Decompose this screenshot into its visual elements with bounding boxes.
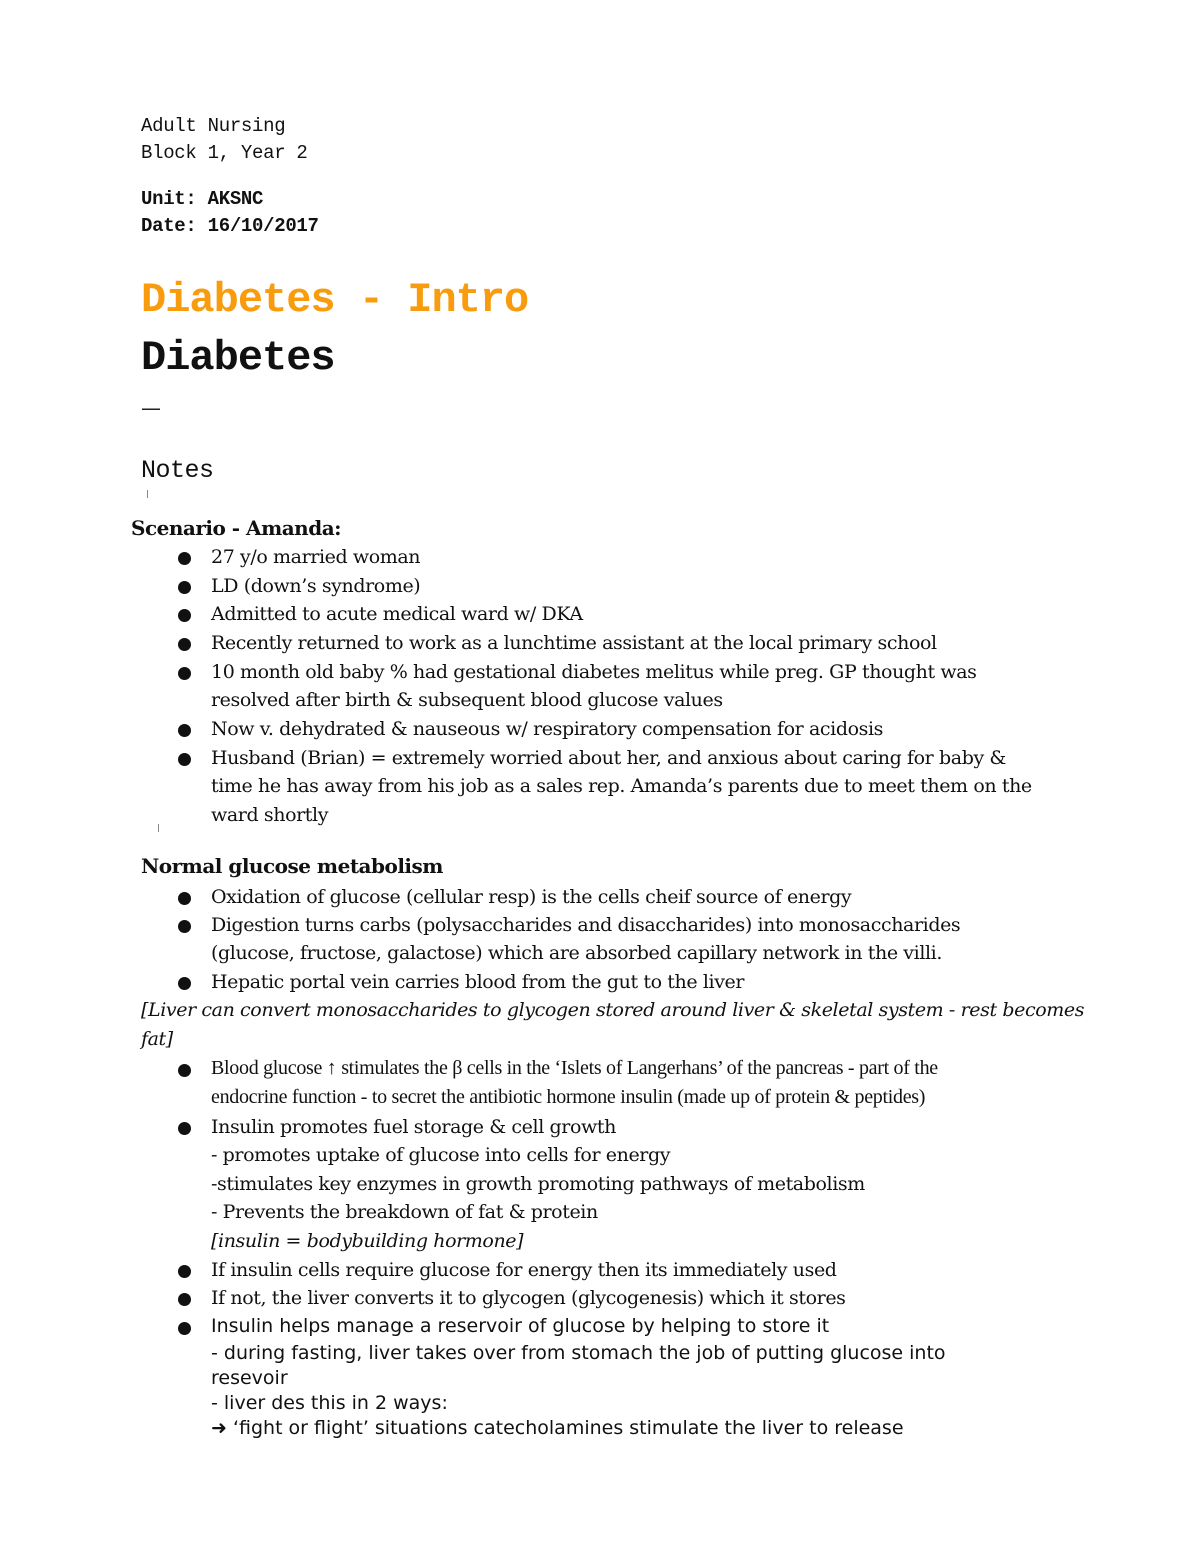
cursor-mark — [147, 490, 148, 498]
bullet-icon — [178, 1322, 191, 1335]
list-item: Hepatic portal vein carries blood from the gut to the liver — [211, 971, 745, 993]
scenario-heading: Scenario - Amanda: — [131, 516, 342, 540]
notes-heading: Notes — [141, 456, 214, 485]
bullet-icon — [178, 920, 191, 933]
list-item: Insulin helps manage a reservoir of glucose by helping to store it — [211, 1315, 830, 1337]
list-item: Insulin promotes fuel storage & cell growth — [211, 1116, 616, 1138]
list-item: Now v. dehydrated & nauseous w/ respiratory compensation for acidosis — [211, 718, 883, 740]
course-label: Adult Nursing — [141, 115, 286, 137]
cursor-mark — [158, 824, 159, 832]
list-item-continuation: endocrine function - to secret the antibiotic hormone insulin (made up of protein & peptides) — [211, 1086, 926, 1108]
sub-item: - during fasting, liver takes over from stomach the job of putting glucose into — [211, 1342, 946, 1364]
list-item: Blood glucose ↑ stimulates the β cells in the ‘Islets of Langerhans’ of the pancreas - part of the — [211, 1057, 938, 1079]
bullet-icon — [178, 1265, 191, 1278]
bullet-icon — [178, 724, 191, 737]
sub-item-continuation: resevoir — [211, 1367, 288, 1389]
list-item: 27 y/o married woman — [211, 546, 421, 568]
bullet-icon — [178, 892, 191, 905]
insulin-note: [insulin = bodybuilding hormone] — [211, 1230, 524, 1252]
liver-note: [Liver can convert monosaccharides to glycogen stored around liver & skeletal system - rest becomes — [141, 999, 1085, 1021]
list-item: Recently returned to work as a lunchtime assistant at the local primary school — [211, 632, 937, 654]
list-item: If not, the liver converts it to glycogen (glycogenesis) which it stores — [211, 1287, 846, 1309]
bullet-icon — [178, 609, 191, 622]
bullet-icon — [178, 581, 191, 594]
list-item: Admitted to acute medical ward w/ DKA — [211, 603, 583, 625]
list-item: Digestion turns carbs (polysaccharides and disaccharides) into monosaccharides — [211, 914, 961, 936]
sub-item: - liver des this in 2 ways: — [211, 1392, 448, 1414]
unit-label: Unit: AKSNC — [141, 188, 264, 210]
list-item: If insulin cells require glucose for energy then its immediately used — [211, 1259, 837, 1281]
bullet-icon — [178, 753, 191, 766]
list-item: Husband (Brian) = extremely worried about her, and anxious about caring for baby & — [211, 747, 1006, 769]
bullet-icon — [178, 977, 191, 990]
metabolism-heading: Normal glucose metabolism — [141, 854, 443, 878]
list-item-continuation: time he has away from his job as a sales rep. Amanda’s parents due to meet them on the — [211, 775, 1032, 797]
list-item-continuation: (glucose, fructose, galactose) which are absorbed capillary network in the villi. — [211, 942, 942, 964]
page-subtitle: Diabetes — [141, 334, 335, 382]
divider: — — [141, 396, 161, 420]
sub-item: - Prevents the breakdown of fat & protein — [211, 1201, 598, 1223]
sub-item: - promotes uptake of glucose into cells for energy — [211, 1144, 671, 1166]
bullet-icon — [178, 552, 191, 565]
bullet-icon — [178, 1064, 191, 1077]
list-item: LD (down’s syndrome) — [211, 575, 421, 597]
date-label: Date: 16/10/2017 — [141, 215, 319, 237]
sub-item: ➜ ‘fight or flight’ situations catecholamines stimulate the liver to release — [211, 1417, 904, 1439]
bullet-icon — [178, 667, 191, 680]
liver-note-continuation: fat] — [141, 1028, 173, 1050]
list-item-continuation: resolved after birth & subsequent blood glucose values — [211, 689, 723, 711]
list-item-continuation: ward shortly — [211, 804, 329, 826]
page-title: Diabetes - Intro — [141, 276, 529, 324]
sub-item: -stimulates key enzymes in growth promoting pathways of metabolism — [211, 1173, 865, 1195]
bullet-icon — [178, 1122, 191, 1135]
block-label: Block 1, Year 2 — [141, 142, 308, 164]
bullet-icon — [178, 1293, 191, 1306]
bullet-icon — [178, 638, 191, 651]
list-item: Oxidation of glucose (cellular resp) is the cells cheif source of energy — [211, 886, 852, 908]
list-item: 10 month old baby % had gestational diabetes melitus while preg. GP thought was — [211, 661, 977, 683]
